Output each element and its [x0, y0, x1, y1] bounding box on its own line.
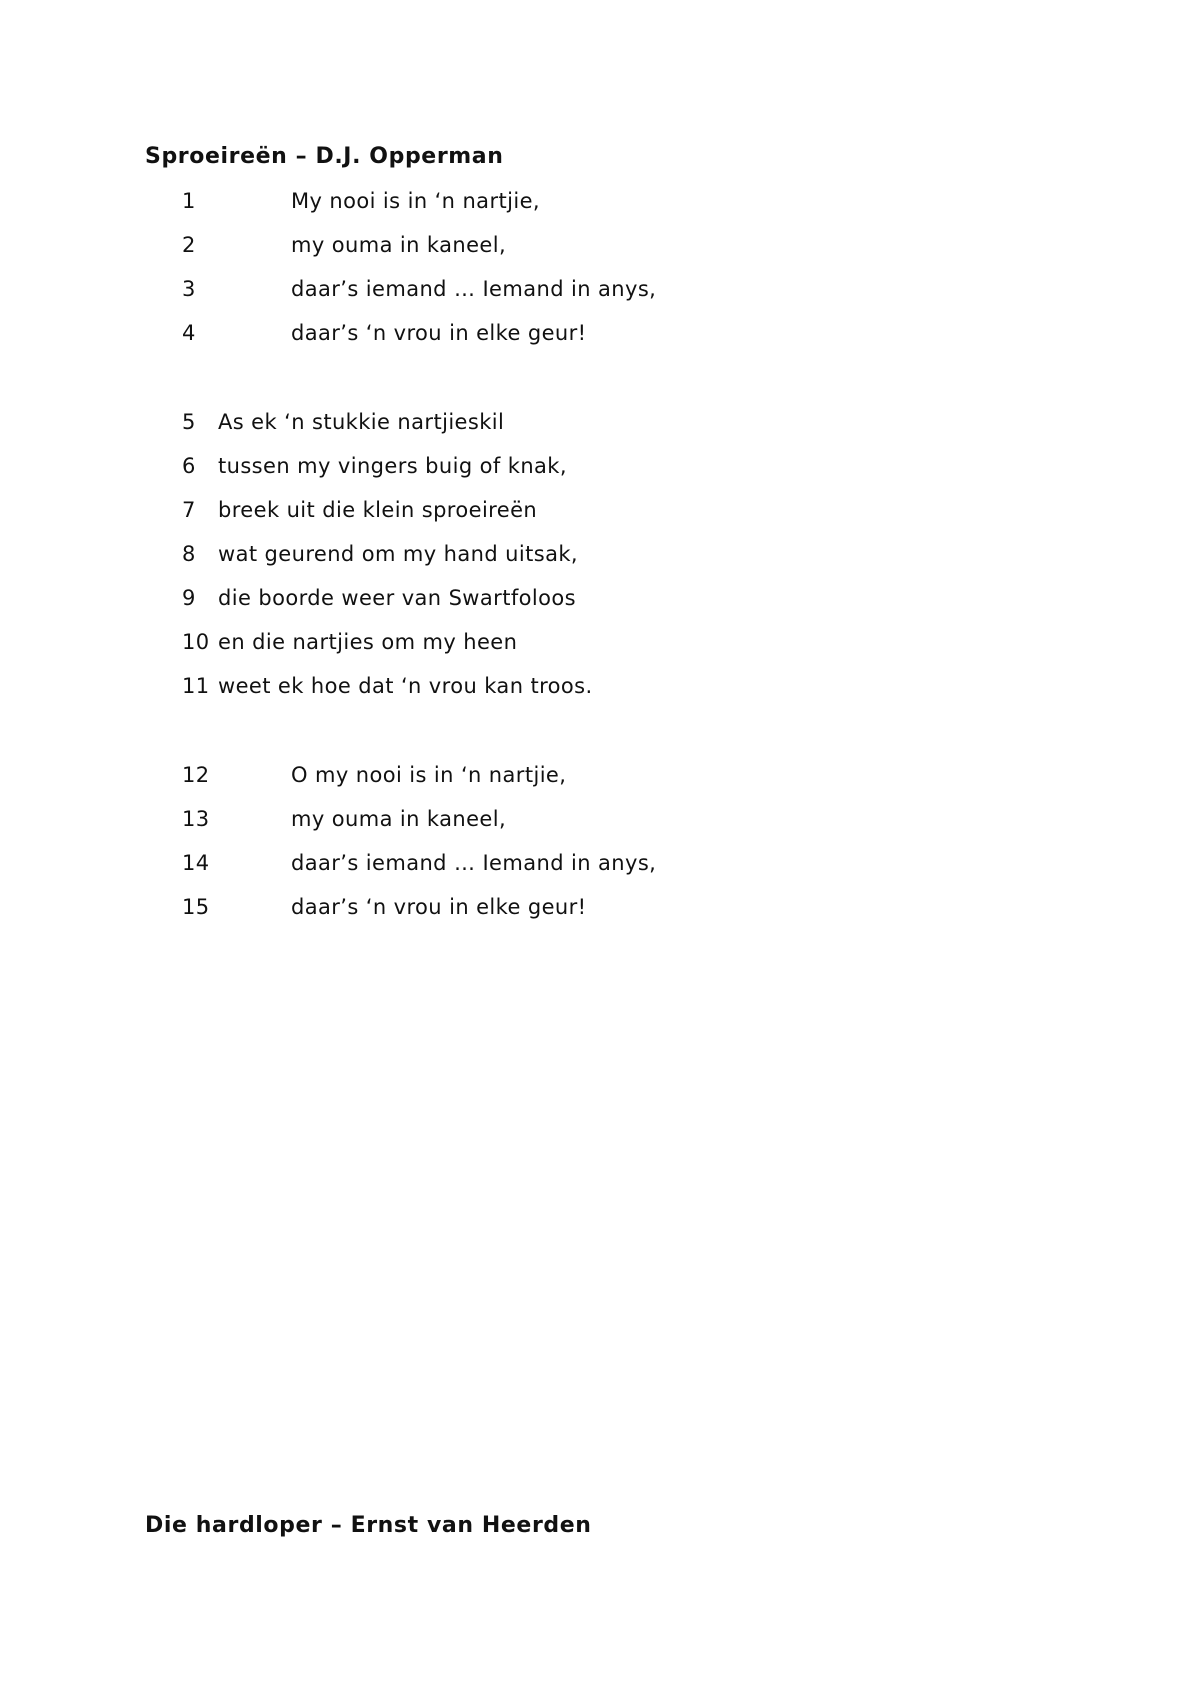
line-number: 3 [182, 277, 196, 301]
line-text: My nooi is in ‘n nartjie, [291, 189, 540, 213]
line-text: tussen my vingers buig of knak, [218, 454, 567, 478]
line-text: daar’s iemand … Iemand in anys, [291, 851, 657, 875]
line-text: die boorde weer van Swartfoloos [218, 586, 576, 610]
line-text: daar’s iemand … Iemand in anys, [291, 277, 657, 301]
line-number: 5 [182, 410, 196, 434]
line-text: breek uit die klein sproeireën [218, 498, 538, 522]
line-number: 8 [182, 542, 196, 566]
line-text: daar’s ‘n vrou in elke geur! [291, 895, 587, 919]
line-number: 12 [182, 763, 210, 787]
line-text: daar’s ‘n vrou in elke geur! [291, 321, 587, 345]
line-number: 11 [182, 674, 210, 698]
poem-title: Die hardloper – Ernst van Heerden [145, 1513, 592, 1538]
line-text: my ouma in kaneel, [291, 233, 507, 257]
line-number: 13 [182, 807, 210, 831]
line-number: 4 [182, 321, 196, 345]
line-text: weet ek hoe dat ‘n vrou kan troos. [218, 674, 593, 698]
line-number: 7 [182, 498, 196, 522]
poem-title: Sproeireën – D.J. Opperman [145, 144, 504, 169]
line-number: 6 [182, 454, 196, 478]
line-number: 14 [182, 851, 210, 875]
line-number: 9 [182, 586, 196, 610]
line-number: 2 [182, 233, 196, 257]
line-text: O my nooi is in ‘n nartjie, [291, 763, 567, 787]
line-number: 15 [182, 895, 210, 919]
line-text: wat geurend om my hand uitsak, [218, 542, 578, 566]
line-number: 1 [182, 189, 196, 213]
line-text: en die nartjies om my heen [218, 630, 518, 654]
line-text: As ek ‘n stukkie nartjieskil [218, 410, 505, 434]
line-text: my ouma in kaneel, [291, 807, 507, 831]
line-number: 10 [182, 630, 210, 654]
